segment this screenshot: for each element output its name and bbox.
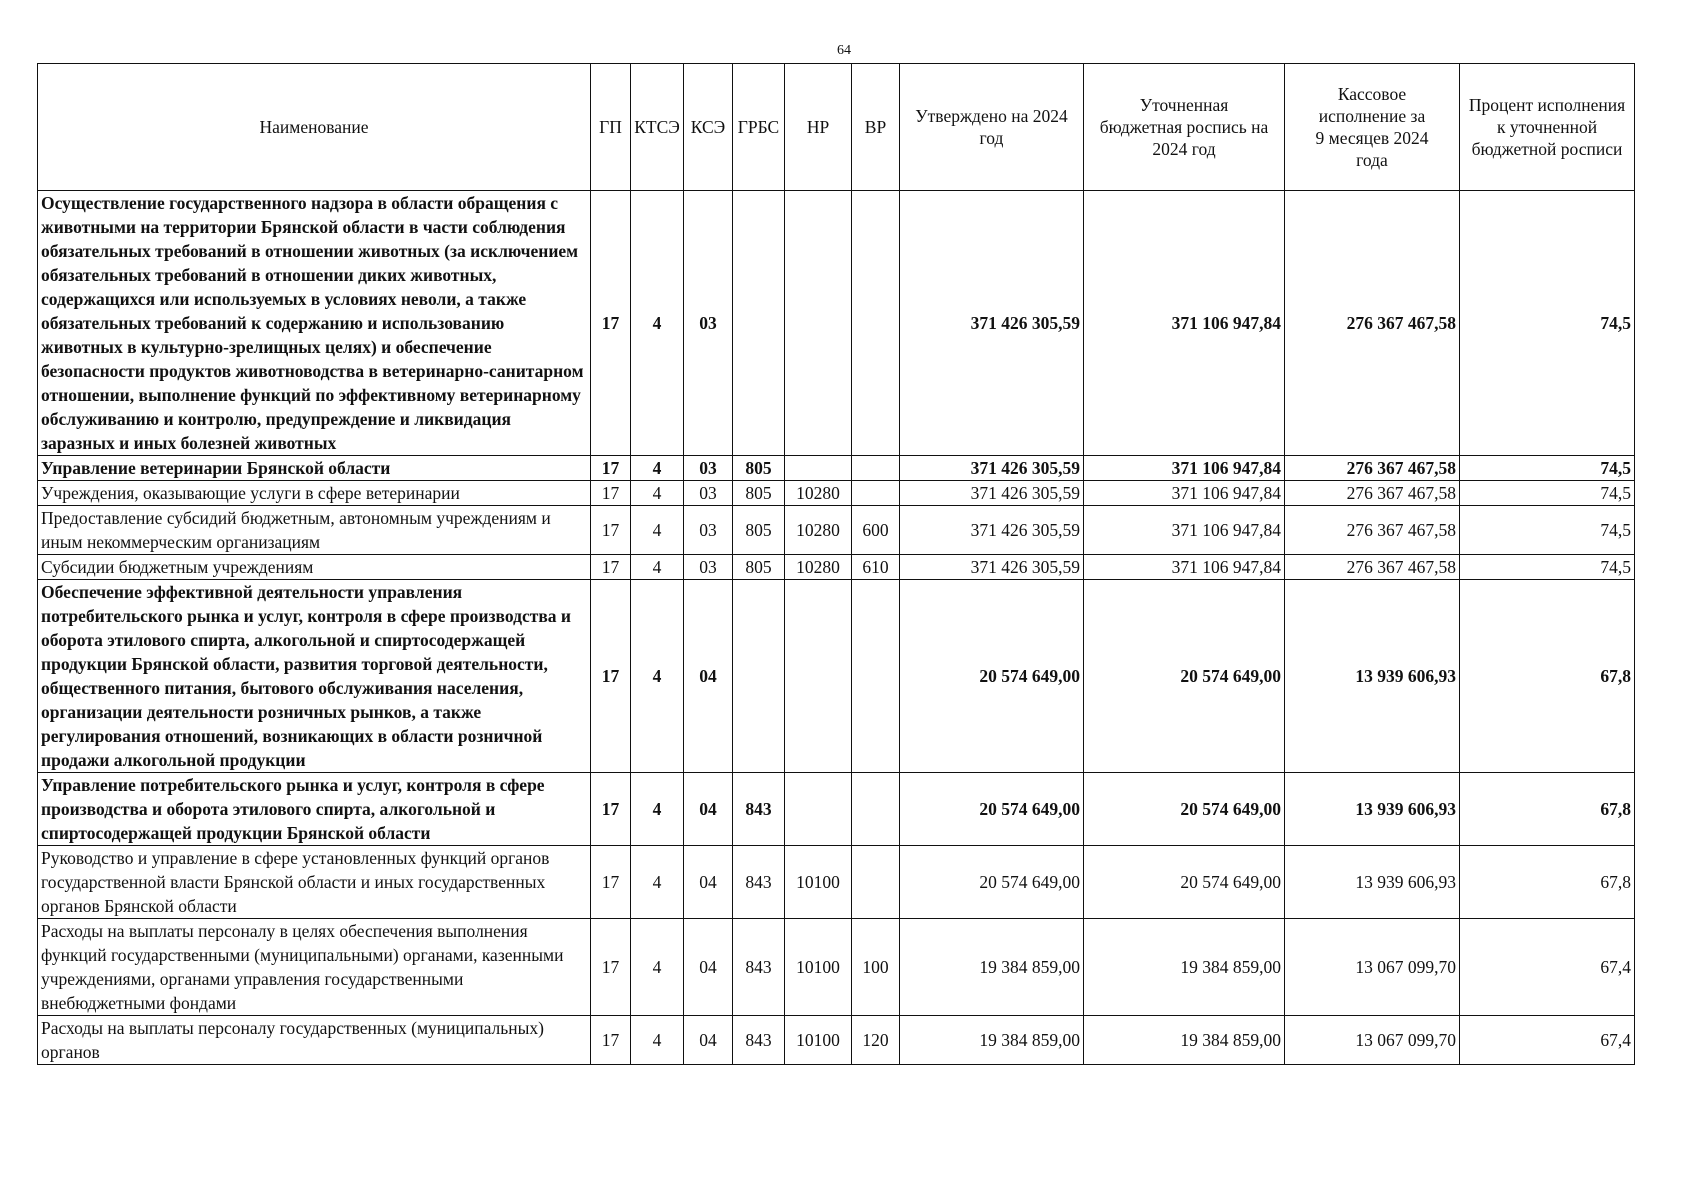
cell-percent: 74,5 <box>1460 481 1635 506</box>
cell-grbs: 843 <box>733 919 785 1016</box>
cell-percent: 67,8 <box>1460 846 1635 919</box>
cell-percent: 74,5 <box>1460 506 1635 555</box>
cell-percent: 67,8 <box>1460 773 1635 846</box>
cell-cash: 13 067 099,70 <box>1285 1016 1460 1065</box>
cell-name: Управление ветеринарии Брянской области <box>38 456 591 481</box>
header-vr: ВР <box>852 64 900 191</box>
cell-nr: 10280 <box>785 506 852 555</box>
cell-grbs: 843 <box>733 846 785 919</box>
cell-nr <box>785 191 852 456</box>
cell-refined: 19 384 859,00 <box>1084 1016 1285 1065</box>
cell-name: Обеспечение эффективной деятельности управления потребительского рынка и услуг, контроля в сфере производства и оборота этилового спирта, алкогольной и спиртосодержащей продукции Брянской области, развития торговой деятельности, общественного питания, бытового обслуживания населения, организации деятельности розничных рынков, а также регулирования отношений, возникающих в области розничной продажи алкогольной продукции <box>38 580 591 773</box>
cell-kse: 04 <box>684 773 733 846</box>
cell-ktse: 4 <box>631 773 684 846</box>
cell-refined: 371 106 947,84 <box>1084 191 1285 456</box>
cell-approved: 20 574 649,00 <box>900 773 1084 846</box>
cell-percent: 74,5 <box>1460 191 1635 456</box>
cell-approved: 19 384 859,00 <box>900 1016 1084 1065</box>
cell-ktse: 4 <box>631 191 684 456</box>
header-percent: Процент исполнения к уточненной бюджетной росписи <box>1460 64 1635 191</box>
cell-name: Предоставление субсидий бюджетным, автономным учреждениям и иным некоммерческим организациям <box>38 506 591 555</box>
cell-kse: 04 <box>684 846 733 919</box>
cell-grbs: 843 <box>733 773 785 846</box>
cell-refined: 371 106 947,84 <box>1084 506 1285 555</box>
budget-execution-table <box>37 63 1635 1065</box>
cell-cash: 276 367 467,58 <box>1285 456 1460 481</box>
cell-gp: 17 <box>591 919 631 1016</box>
header-kse: КСЭ <box>684 64 733 191</box>
cell-approved: 19 384 859,00 <box>900 919 1084 1016</box>
cell-approved: 371 426 305,59 <box>900 481 1084 506</box>
cell-ktse: 4 <box>631 555 684 580</box>
header-name: Наименование <box>38 64 591 191</box>
table-row <box>38 919 1635 1016</box>
cell-kse: 03 <box>684 191 733 456</box>
cell-grbs: 805 <box>733 481 785 506</box>
cell-kse: 03 <box>684 555 733 580</box>
cell-name: Субсидии бюджетным учреждениям <box>38 555 591 580</box>
cell-name: Осуществление государственного надзора в области обращения с животными на территории Брянской области в части соблюдения обязательных требований в отношении животных (за исключением обязательных требований в отношении диких животных, содержащихся или используемых в условиях неволи, а также обязательных требований к содержанию и использованию животных в культурно-зрелищных целях) и обеспечение безопасности продуктов животноводства в ветеринарно-санитарном отношении, выполнение функций по эффективному ветеринарному обслуживанию и контролю, предупреждение и ликвидация заразных и иных болезней животных <box>38 191 591 456</box>
header-refined: Уточненная бюджетная роспись на 2024 год <box>1084 64 1285 191</box>
cell-nr: 10100 <box>785 846 852 919</box>
table-row <box>38 456 1635 481</box>
cell-cash: 13 939 606,93 <box>1285 773 1460 846</box>
cell-vr <box>852 846 900 919</box>
cell-ktse: 4 <box>631 919 684 1016</box>
cell-name: Учреждения, оказывающие услуги в сфере ветеринарии <box>38 481 591 506</box>
cell-percent: 74,5 <box>1460 456 1635 481</box>
cell-approved: 371 426 305,59 <box>900 191 1084 456</box>
cell-percent: 67,8 <box>1460 580 1635 773</box>
cell-vr: 600 <box>852 506 900 555</box>
header-nr: НР <box>785 64 852 191</box>
cell-vr: 610 <box>852 555 900 580</box>
cell-name: Расходы на выплаты персоналу государственных (муниципальных) органов <box>38 1016 591 1065</box>
cell-grbs <box>733 191 785 456</box>
cell-kse: 04 <box>684 1016 733 1065</box>
cell-cash: 13 067 099,70 <box>1285 919 1460 1016</box>
cell-approved: 371 426 305,59 <box>900 555 1084 580</box>
cell-kse: 04 <box>684 919 733 1016</box>
table-row <box>38 555 1635 580</box>
cell-cash: 276 367 467,58 <box>1285 555 1460 580</box>
cell-vr <box>852 456 900 481</box>
cell-cash: 276 367 467,58 <box>1285 191 1460 456</box>
cell-vr <box>852 481 900 506</box>
table-header-row <box>38 64 1635 191</box>
header-grbs: ГРБС <box>733 64 785 191</box>
cell-vr <box>852 191 900 456</box>
cell-vr <box>852 773 900 846</box>
cell-nr: 10280 <box>785 555 852 580</box>
table-row <box>38 481 1635 506</box>
cell-ktse: 4 <box>631 1016 684 1065</box>
cell-refined: 20 574 649,00 <box>1084 846 1285 919</box>
cell-refined: 20 574 649,00 <box>1084 580 1285 773</box>
table-row <box>38 580 1635 773</box>
cell-gp: 17 <box>591 773 631 846</box>
cell-nr: 10280 <box>785 481 852 506</box>
cell-percent: 74,5 <box>1460 555 1635 580</box>
table-row <box>38 846 1635 919</box>
cell-name: Руководство и управление в сфере установленных функций органов государственной власти Брянской области и иных государственных органов Брянской области <box>38 846 591 919</box>
cell-approved: 20 574 649,00 <box>900 846 1084 919</box>
cell-gp: 17 <box>591 191 631 456</box>
cell-percent: 67,4 <box>1460 919 1635 1016</box>
header-ktse: КТСЭ <box>631 64 684 191</box>
cell-grbs <box>733 580 785 773</box>
cell-refined: 371 106 947,84 <box>1084 481 1285 506</box>
cell-ktse: 4 <box>631 846 684 919</box>
cell-nr <box>785 580 852 773</box>
cell-grbs: 805 <box>733 555 785 580</box>
cell-kse: 04 <box>684 580 733 773</box>
table-row <box>38 506 1635 555</box>
page-number: 64 <box>837 43 851 58</box>
cell-refined: 371 106 947,84 <box>1084 456 1285 481</box>
cell-cash: 276 367 467,58 <box>1285 506 1460 555</box>
cell-grbs: 843 <box>733 1016 785 1065</box>
cell-cash: 13 939 606,93 <box>1285 580 1460 773</box>
cell-kse: 03 <box>684 506 733 555</box>
table-row <box>38 1016 1635 1065</box>
cell-ktse: 4 <box>631 580 684 773</box>
cell-gp: 17 <box>591 1016 631 1065</box>
header-gp: ГП <box>591 64 631 191</box>
cell-name: Расходы на выплаты персоналу в целях обеспечения выполнения функций государственными (муниципальными) органами, казенными учреждениями, органами управления государственными внебюджетными фондами <box>38 919 591 1016</box>
cell-gp: 17 <box>591 555 631 580</box>
cell-ktse: 4 <box>631 481 684 506</box>
cell-cash: 13 939 606,93 <box>1285 846 1460 919</box>
cell-approved: 371 426 305,59 <box>900 506 1084 555</box>
cell-percent: 67,4 <box>1460 1016 1635 1065</box>
header-cash: Кассовое исполнение за 9 месяцев 2024 года <box>1285 64 1460 191</box>
cell-ktse: 4 <box>631 456 684 481</box>
cell-nr: 10100 <box>785 1016 852 1065</box>
cell-gp: 17 <box>591 846 631 919</box>
cell-cash: 276 367 467,58 <box>1285 481 1460 506</box>
cell-grbs: 805 <box>733 506 785 555</box>
cell-refined: 371 106 947,84 <box>1084 555 1285 580</box>
cell-nr <box>785 773 852 846</box>
cell-kse: 03 <box>684 456 733 481</box>
table-row <box>38 191 1635 456</box>
header-approved: Утверждено на 2024 год <box>900 64 1084 191</box>
table-row <box>38 773 1635 846</box>
cell-vr: 120 <box>852 1016 900 1065</box>
cell-gp: 17 <box>591 481 631 506</box>
cell-approved: 20 574 649,00 <box>900 580 1084 773</box>
cell-ktse: 4 <box>631 506 684 555</box>
cell-vr <box>852 580 900 773</box>
cell-refined: 19 384 859,00 <box>1084 919 1285 1016</box>
cell-nr: 10100 <box>785 919 852 1016</box>
cell-nr <box>785 456 852 481</box>
cell-gp: 17 <box>591 506 631 555</box>
cell-refined: 20 574 649,00 <box>1084 773 1285 846</box>
cell-name: Управление потребительского рынка и услуг, контроля в сфере производства и оборота этилового спирта, алкогольной и спиртосодержащей продукции Брянской области <box>38 773 591 846</box>
cell-grbs: 805 <box>733 456 785 481</box>
cell-kse: 03 <box>684 481 733 506</box>
cell-approved: 371 426 305,59 <box>900 456 1084 481</box>
cell-vr: 100 <box>852 919 900 1016</box>
cell-gp: 17 <box>591 456 631 481</box>
cell-gp: 17 <box>591 580 631 773</box>
